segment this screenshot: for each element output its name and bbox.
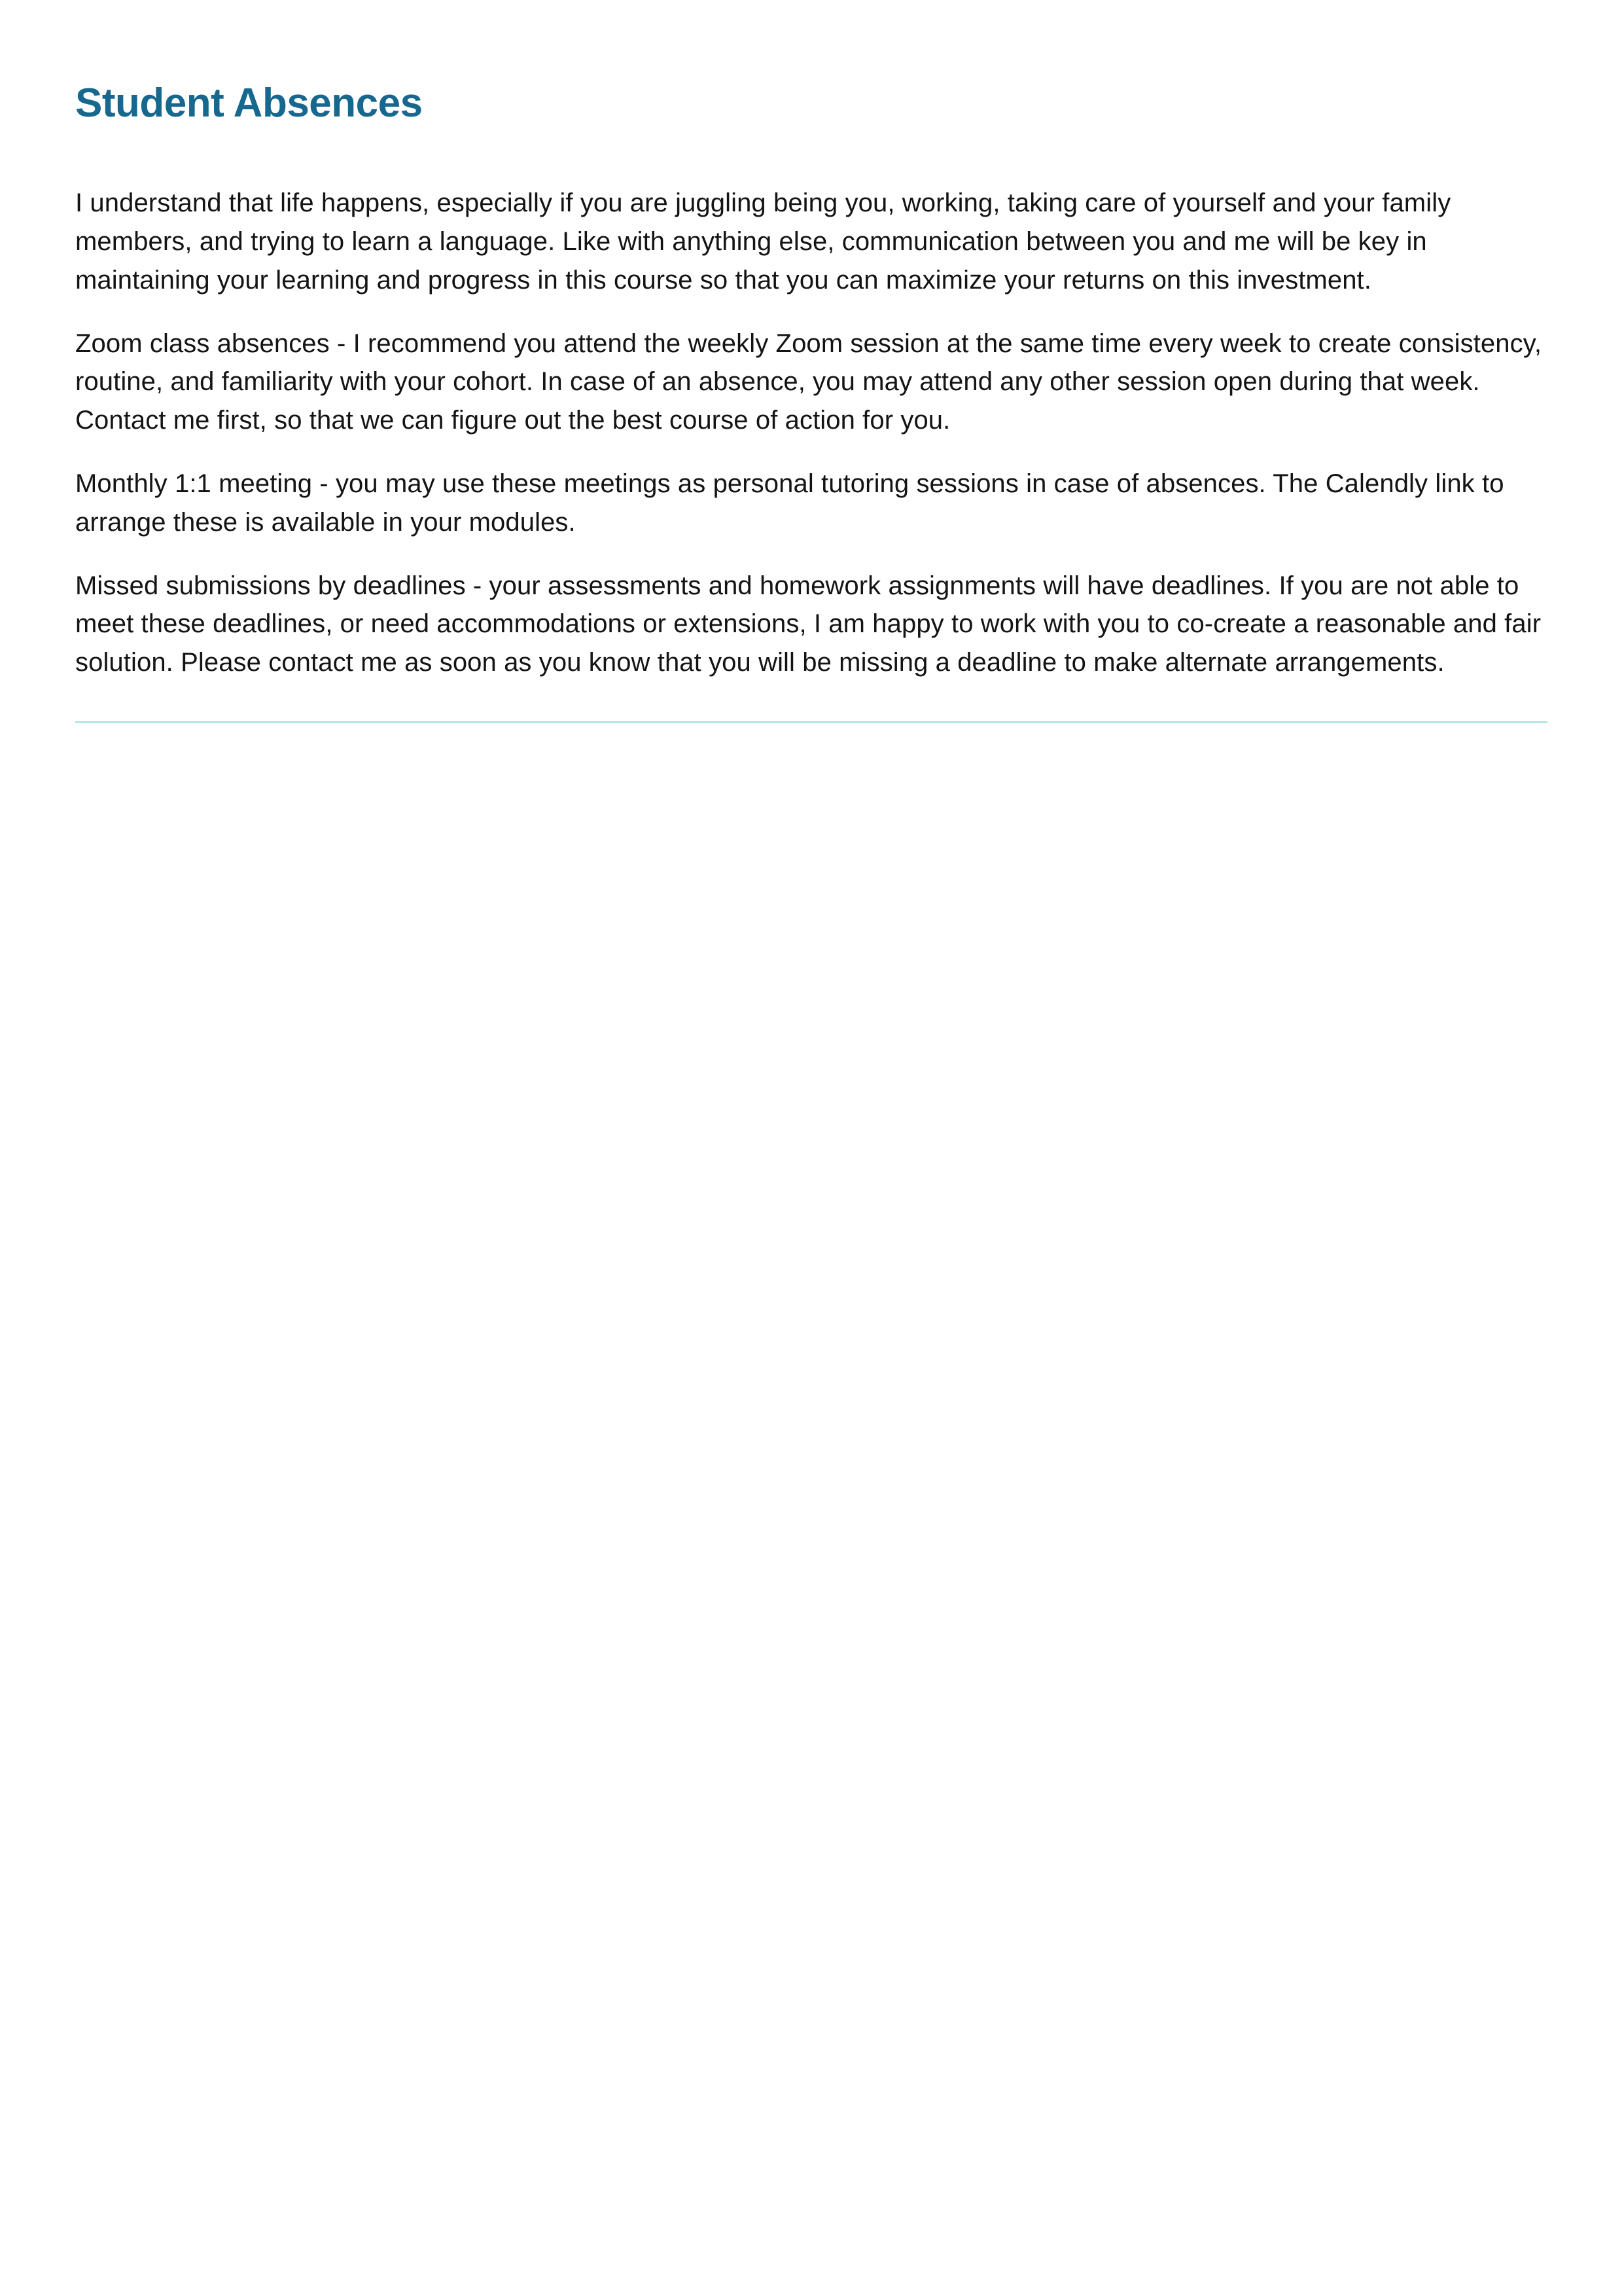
content-column (75, 0, 1547, 1862)
paragraph-intro: I understand that life happens, especially if you are juggling being you, working, taking care of yourself and your family members, and trying to learn a language. Like with anything else, communication between you and me will be key in maintaining your learning and progress in this course so that you can maximize your returns on this investment. (75, 188, 1451, 295)
body-copy (75, 184, 1547, 682)
page-title: Student Absences (75, 81, 423, 126)
paragraph-missed-submissions: Missed submissions by deadlines - your assessments and homework assignments will have deadlines. If you are not able to meet these deadlines, or need accommodations or extensions, I am happy to work with you to co-create a reasonable and fair solution. Please contact me as soon as you know that you will be missing a deadline to make alternate arrangements. (75, 571, 1542, 677)
paragraph-zoom-class-absences: Zoom class absences - I recommend you attend the weekly Zoom session at the same time every week to create consistency, routine, and familiarity with your cohort. In case of an absence, you may attend any other session open during that week. Contact me first, so that we can figure out the best course of action for you. (75, 329, 1542, 435)
paragraph-monthly-meeting: Monthly 1:1 meeting - you may use these meetings as personal tutoring sessions in case of absences. The Calendly link to arrange these is available in your modules. (75, 469, 1504, 537)
empty-page-area (75, 723, 1547, 1862)
